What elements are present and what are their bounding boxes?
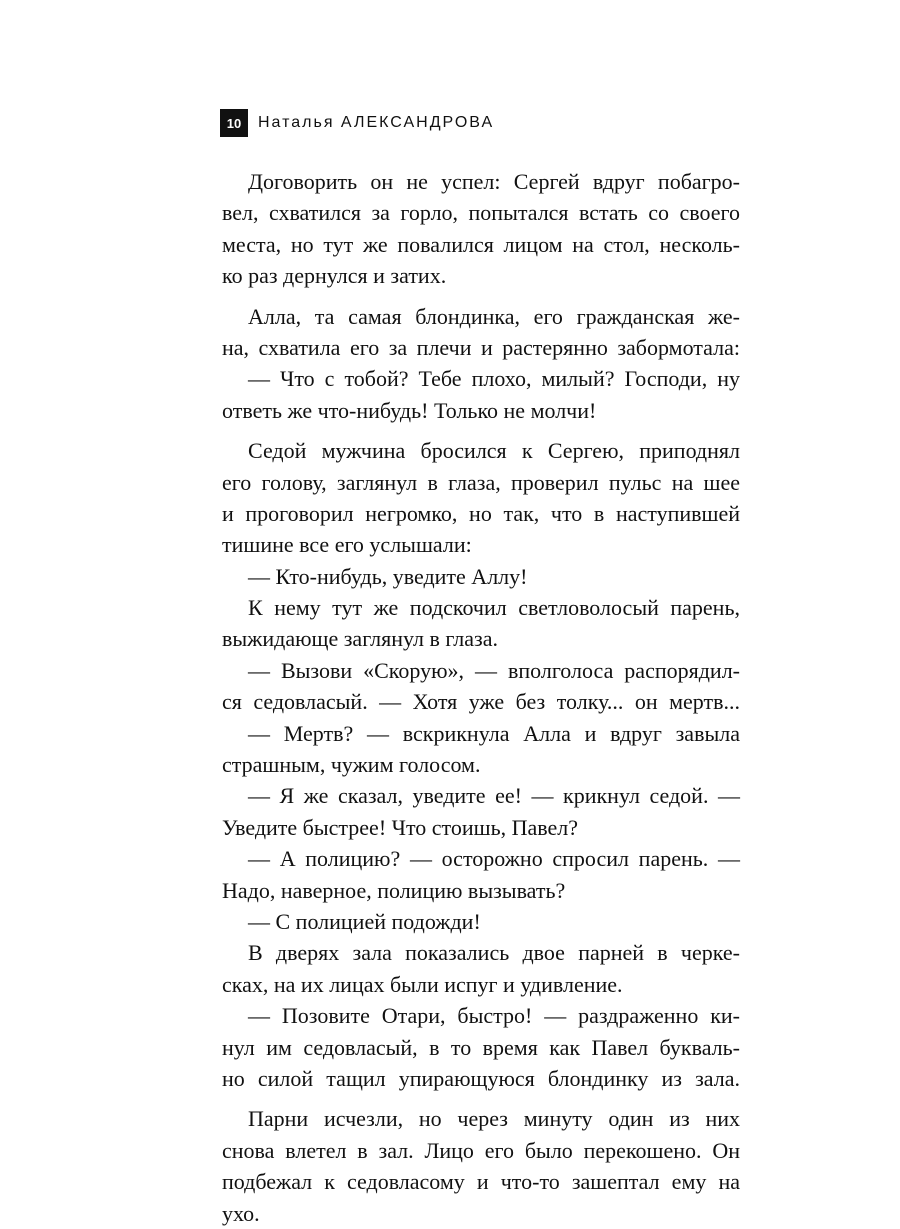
- text-line: — С полицией подожди!: [248, 908, 481, 934]
- text-line: ся седовласый. — Хотя уже без толку... он мертв...: [222, 689, 740, 715]
- text-line: ко раз дернулся и затих.: [222, 263, 447, 289]
- page-number: 10: [220, 109, 248, 137]
- text-line: ответь же что-нибудь! Только не молчи!: [222, 397, 597, 423]
- text-line: выжидающе заглянул в глаза.: [222, 626, 498, 652]
- text-line: — Вызови «Скорую», — вполголоса распорядил-: [248, 657, 740, 683]
- running-head-author: Наталья АЛЕКСАНДРОВА: [258, 114, 495, 131]
- text-line: — Мертв? — вскрикнула Алла и вдруг завыла: [248, 720, 740, 746]
- text-line: В дверях зала показались двое парней в черке-: [248, 940, 740, 966]
- text-line: тишине все его услышали:: [222, 532, 472, 558]
- body-text: [222, 166, 740, 1229]
- text-line: на, схватила его за плечи и растерянно забормотала:: [222, 334, 740, 360]
- text-line: сках, на их лицах были испуг и удивление.: [222, 971, 623, 997]
- text-line: подбежал к седовласому и что-то зашептал ему на: [222, 1169, 740, 1195]
- text-line: его голову, заглянул в глаза, проверил пульс на шее: [222, 469, 740, 495]
- text-line: К нему тут же подскочил светловолосый парень,: [248, 595, 740, 621]
- text-line: — Что с тобой? Тебе плохо, милый? Господи, ну: [248, 366, 740, 392]
- text-line: Договорить он не успел: Сергей вдруг побагро-: [248, 169, 740, 194]
- text-line: но силой тащил упирающуюся блондинку из зала.: [222, 1065, 740, 1091]
- text-line: снова влетел в зал. Лицо его было перекошено. Он: [222, 1137, 740, 1163]
- text-line: — Кто-нибудь, уведите Аллу!: [248, 563, 528, 589]
- text-line: ухо.: [222, 1200, 260, 1226]
- text-line: страшным, чужим голосом.: [222, 752, 481, 778]
- text-line: Седой мужчина бросился к Сергею, приподнял: [248, 438, 740, 464]
- text-line: — А полицию? — осторожно спросил парень. —: [248, 846, 740, 872]
- text-line: Алла, та самая блондинка, его гражданская же-: [248, 303, 740, 329]
- text-line: Уведите быстрее! Что стоишь, Павел?: [222, 814, 579, 840]
- text-line: — Позовите Отари, быстро! — раздраженно ки-: [248, 1003, 740, 1029]
- text-line: и проговорил негромко, но так, что в наступившей: [222, 500, 740, 526]
- text-line: вел, схватился за горло, попытался встать со своего: [222, 200, 740, 226]
- text-line: места, но тут же повалился лицом на стол, несколь-: [222, 231, 740, 257]
- text-line: — Я же сказал, уведите ее! — крикнул седой. —: [248, 783, 740, 809]
- text-line: Надо, наверное, полицию вызывать?: [222, 877, 566, 903]
- text-line: Парни исчезли, но через минуту один из них: [248, 1106, 740, 1132]
- text-line: нул им седовласый, в то время как Павел букваль-: [222, 1034, 740, 1060]
- running-head: [220, 108, 494, 138]
